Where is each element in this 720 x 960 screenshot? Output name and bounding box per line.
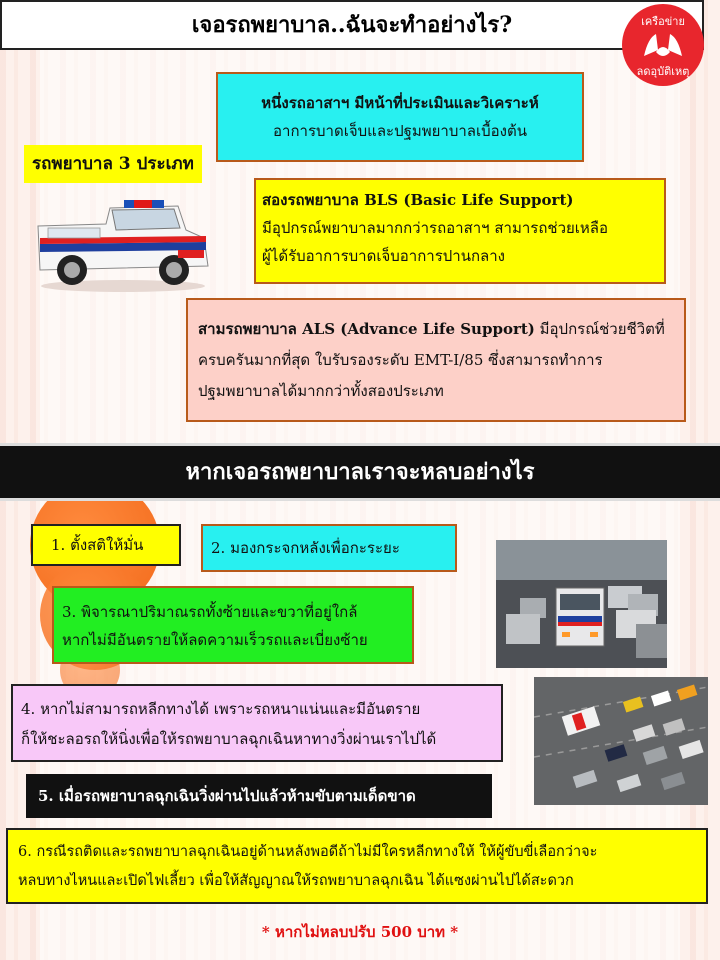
- logo-bottom-text: ลดอุบัติเหตุ: [636, 65, 690, 78]
- step-1: [31, 524, 181, 566]
- network-logo: [622, 4, 704, 86]
- section-title: หากเจอรถพยาบาลเราจะหลบอย่างไร: [0, 443, 720, 501]
- type1-line2: อาการบาดเจ็บและปฐมพยาบาลเบื้องต้น: [273, 122, 527, 140]
- type1-box: [216, 72, 584, 162]
- type2-line2: ผู้ได้รับอาการบาดเจ็บอาการปานกลาง: [262, 247, 505, 265]
- step-4: [11, 684, 503, 762]
- step-1-text: 1. ตั้งสติให้มั่น: [51, 536, 144, 554]
- type2-box: [254, 178, 666, 284]
- type3-title: สามรถพยาบาล ALS (Advance Life Support): [198, 320, 535, 338]
- step-4-line2: ก็ให้ชะลอรถให้นิ่งเพื่อให้รถพยาบาลฉุกเฉินหาทางวิ่งผ่านเราไปได้: [21, 730, 437, 748]
- step-2: [201, 524, 457, 572]
- type3-box: [186, 298, 686, 422]
- page-title: เจอรถพยาบาล..ฉันจะทำอย่างไร?: [0, 0, 704, 50]
- step-6: [6, 828, 708, 904]
- step-5: [26, 774, 492, 818]
- traffic-photo-aerial: [534, 677, 708, 805]
- type1-line1: หนึ่งรถอาสาฯ มีหน้าที่ประเมินและวิเคราะห์: [261, 94, 539, 112]
- step-2-text: 2. มองกระจกหลังเพื่อกะระยะ: [211, 539, 400, 557]
- step-5-text: 5. เมื่อรถพยาบาลฉุกเฉินวิ่งผ่านไปแล้วห้ามขับตามเด็ดขาด: [38, 787, 416, 805]
- logo-top-text: เครือข่าย: [641, 15, 685, 28]
- type3-line2: ครบครันมากที่สุด ใบรับรองระดับ EMT-I/85 ซึ่งสามารถทำการ: [198, 351, 603, 369]
- step-3-line1: 3. พิจารณาปริมาณรถทั้งซ้ายและขวาที่อยู่ใกล้: [62, 603, 358, 621]
- type3-line3: ปฐมพยาบาลได้มากกว่าทั้งสองประเภท: [198, 382, 444, 400]
- step-6-line2: หลบทางไหนและเปิดไฟเลี้ยว เพื่อให้สัญญาณให้รถพยาบาลฉุกเฉิน ได้แซงผ่านไปได้สะดวก: [18, 873, 574, 889]
- type3-line1-rest: มีอุปกรณ์ช่วยชีวิตที่: [534, 320, 665, 338]
- types-label: [24, 145, 202, 183]
- fine-note: * หากไม่หลบปรับ 500 บาท *: [261, 923, 459, 941]
- step-3-line2: หากไม่มีอันตรายให้ลดความเร็วรถและเบี่ยงซ้าย: [62, 631, 368, 649]
- traffic-photo-rear: [496, 540, 667, 668]
- step-6-line1: 6. กรณีรถติดและรถพยาบาลฉุกเฉินอยู่ด้านหลังพอดีถ้าไม่มีใครหลีกทางให้ ให้ผู้ขับขี่เลือกว่าจะ: [18, 844, 598, 860]
- step-3: [52, 586, 414, 664]
- type3-line1: [198, 314, 684, 345]
- type2-title: สองรถพยาบาล BLS (Basic Life Support): [262, 191, 574, 209]
- ambulance-image: [28, 186, 214, 294]
- type2-line1: มีอุปกรณ์พยาบาลมากกว่ารถอาสาฯ สามารถช่วยเหลือ: [262, 219, 609, 237]
- types-label-text: รถพยาบาล 3 ประเภท: [32, 154, 194, 174]
- step-4-line1: 4. หากไม่สามารถหลีกทางได้ เพราะรถหนาแน่นและมีอันตราย: [21, 700, 421, 718]
